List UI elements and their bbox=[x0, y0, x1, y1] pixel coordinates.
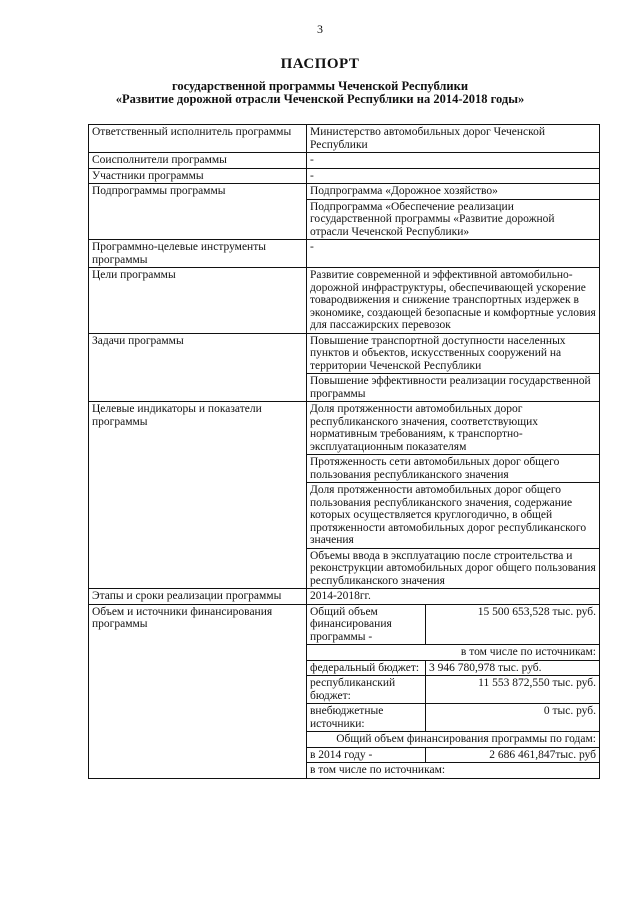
row-value: - bbox=[307, 153, 600, 169]
row-value: - bbox=[307, 168, 600, 184]
table-row bbox=[89, 168, 600, 184]
table-row bbox=[89, 240, 600, 268]
subtitle-line-1: государственной программы Чеченской Республики bbox=[171, 79, 469, 93]
funding-table bbox=[307, 605, 599, 778]
table-row bbox=[307, 732, 599, 748]
table-row bbox=[307, 676, 599, 704]
table-row bbox=[307, 763, 599, 778]
row-value: Повышение эффективности реализации государственной программы bbox=[307, 374, 600, 402]
funding-label: внебюджетные источники: bbox=[307, 704, 426, 732]
table-row bbox=[307, 645, 599, 661]
row-value: Доля протяженности автомобильных дорог общего пользования республиканского значения, содержание которых осуществляется круглогодично, в общей протяженности автомобильных дорог республиканского значения bbox=[307, 483, 600, 549]
row-label: Целевые индикаторы и показатели программы bbox=[89, 402, 307, 589]
row-label: Соисполнители программы bbox=[89, 153, 307, 169]
table-row bbox=[307, 660, 599, 676]
funding-value: 2 686 461,847тыс. руб bbox=[426, 747, 600, 763]
row-value: - bbox=[307, 240, 600, 268]
row-value: Протяженность сети автомобильных дорог общего пользования республиканского значения bbox=[307, 455, 600, 483]
row-label: Подпрограммы программы bbox=[89, 184, 307, 240]
table-row bbox=[89, 604, 600, 778]
row-label: Задачи программы bbox=[89, 333, 307, 402]
table-row bbox=[89, 125, 600, 153]
table-row bbox=[307, 747, 599, 763]
row-value: 2014-2018гг. bbox=[307, 589, 600, 605]
document-subtitle bbox=[60, 80, 580, 106]
funding-label: Общий объем финансирования программы - bbox=[307, 605, 426, 645]
row-label: Этапы и сроки реализации программы bbox=[89, 589, 307, 605]
row-value: Подпрограмма «Дорожное хозяйство» bbox=[307, 184, 600, 200]
funding-cell bbox=[307, 604, 600, 778]
table-row bbox=[89, 333, 600, 374]
funding-note: в том числе по источникам: bbox=[310, 764, 446, 776]
row-value: Подпрограмма «Обеспечение реализации государственной программы «Развитие дорожной отрасли Чеченской Республики» bbox=[307, 199, 600, 240]
funding-value: 0 тыс. руб. bbox=[426, 704, 600, 732]
row-label: Программно-целевые инструменты программы bbox=[89, 240, 307, 268]
row-label: Ответственный исполнитель программы bbox=[89, 125, 307, 153]
row-value: Развитие современной и эффективной автомобильно-дорожной инфраструктуры, обеспечивающей ускорение товародвижения и снижение транспортных издержек в экономике, создающей безопасные и комфортные условия для пассажирских перевозок bbox=[307, 268, 600, 334]
table-row bbox=[89, 184, 600, 200]
funding-label: в 2014 году - bbox=[307, 747, 426, 763]
page-number: 3 bbox=[317, 22, 323, 36]
funding-label: федеральный бюджет: bbox=[307, 660, 426, 676]
funding-note: Общий объем финансирования программы по годам: bbox=[307, 732, 599, 748]
passport-table bbox=[88, 124, 600, 779]
funding-label: республиканский бюджет: bbox=[307, 676, 426, 704]
row-label: Участники программы bbox=[89, 168, 307, 184]
table-row bbox=[307, 704, 599, 732]
row-value: Министерство автомобильных дорог Чеченской Республики bbox=[307, 125, 600, 153]
table-row bbox=[89, 153, 600, 169]
funding-note: в том числе по источникам: bbox=[307, 645, 599, 661]
funding-value: 3 946 780,978 тыс. руб. bbox=[426, 660, 600, 676]
row-value: Повышение транспортной доступности населенных пунктов и объектов, искусственных сооружений на территории Чеченской Республики bbox=[307, 333, 600, 374]
table-row bbox=[89, 589, 600, 605]
funding-value: 11 553 872,550 тыс. руб. bbox=[426, 676, 600, 704]
table-row bbox=[307, 605, 599, 645]
table-row bbox=[89, 402, 600, 455]
subtitle-line-2: «Развитие дорожной отрасли Чеченской Республики на 2014-2018 годы» bbox=[115, 92, 525, 106]
row-label: Объем и источники финансирования программы bbox=[89, 604, 307, 778]
row-value: Доля протяженности автомобильных дорог республиканского значения, соответствующих нормативным требованиям, к транспортно-эксплуатационным показателям bbox=[307, 402, 600, 455]
row-value: Объемы ввода в эксплуатацию после строительства и реконструкции автомобильных дорог общего пользования республиканского значения bbox=[307, 548, 600, 589]
page-title: ПАСПОРТ bbox=[280, 56, 360, 72]
table-row bbox=[89, 268, 600, 334]
row-label: Цели программы bbox=[89, 268, 307, 334]
funding-value: 15 500 653,528 тыс. руб. bbox=[426, 605, 600, 645]
